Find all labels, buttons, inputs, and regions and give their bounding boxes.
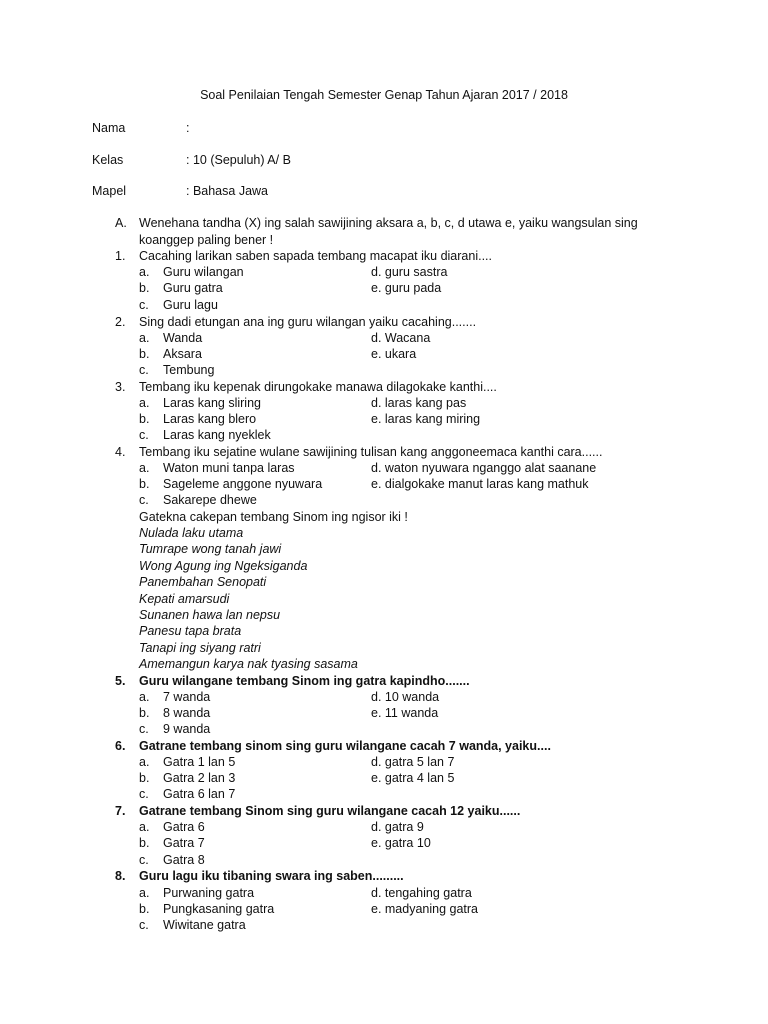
option-text: Gatra 6 lan 7: [163, 787, 236, 801]
option-text: e. madyaning gatra: [371, 902, 479, 916]
page-title: Soal Penilaian Tengah Semester Genap Tahun Ajaran 2017 / 2018: [200, 88, 568, 102]
option-text: Gatra 2 lan 3: [163, 771, 236, 785]
poem-line: Kepati amarsudi: [139, 591, 230, 606]
option-text: d. guru sastra: [371, 265, 448, 279]
field-value: : Bahasa Jawa: [186, 184, 268, 198]
question-text: Cacahing larikan saben sapada tembang macapat iku diarani....: [139, 249, 492, 263]
poem: [139, 525, 358, 673]
option-text: Sakarepe dhewe: [163, 493, 257, 507]
option-text: d. waton nyuwara nganggo alat saanane: [371, 461, 597, 475]
option-letter: b.: [139, 902, 150, 916]
option-letter: a.: [139, 331, 150, 345]
option-text: d. laras kang pas: [371, 396, 467, 410]
question-number: 7.: [115, 804, 126, 818]
option-letter: c.: [139, 853, 149, 867]
option-letter: c.: [139, 493, 149, 507]
question-text: Guru lagu iku tibaning swara ing saben.........: [139, 869, 404, 883]
option-text: d. gatra 9: [371, 820, 424, 834]
question-number: 8.: [115, 869, 126, 883]
option-letter: c.: [139, 428, 149, 442]
poem-intro: Gatekna cakepan tembang Sinom ing ngisor iki !: [139, 510, 408, 524]
option-text: e. gatra 4 lan 5: [371, 771, 455, 785]
field-value: : 10 (Sepuluh) A/ B: [186, 153, 291, 167]
instruction-line-2: koanggep paling bener !: [139, 233, 274, 247]
poem-line: Tumrape wong tanah jawi: [139, 542, 282, 557]
poem-line: Sunanen hawa lan nepsu: [139, 608, 281, 623]
poem-line: Nulada laku utama: [139, 526, 244, 540]
option-text: Laras kang blero: [163, 412, 257, 426]
option-text: Laras kang sliring: [163, 396, 261, 410]
option-text: Wiwitane gatra: [163, 918, 246, 932]
question-text: Gatrane tembang sinom sing guru wilangane cacah 7 wanda, yaiku....: [139, 739, 551, 753]
option-letter: a.: [139, 265, 150, 279]
option-letter: c.: [139, 298, 149, 312]
poem-line: Panembahan Senopati: [139, 575, 267, 590]
option-text: 9 wanda: [163, 722, 211, 736]
option-text: d. Wacana: [371, 331, 431, 345]
option-text: 8 wanda: [163, 706, 211, 720]
question-text: Sing dadi etungan ana ing guru wilangan yaiku cacahing.......: [139, 315, 477, 329]
option-text: Laras kang nyeklek: [163, 428, 271, 442]
option-letter: b.: [139, 281, 150, 295]
field-kelas: [92, 153, 291, 167]
field-label: Nama: [92, 121, 126, 135]
option-text: Tembung: [163, 363, 215, 377]
instruction-marker: A.: [115, 216, 127, 230]
field-label: Kelas: [92, 153, 124, 167]
option-letter: a.: [139, 690, 150, 704]
question-number: 6.: [115, 739, 126, 753]
option-letter: a.: [139, 886, 150, 900]
option-text: Gatra 6: [163, 820, 205, 834]
option-letter: c.: [139, 722, 149, 736]
question-number: 4.: [115, 445, 126, 459]
option-letter: b.: [139, 477, 150, 491]
option-text: Sageleme anggone nyuwara: [163, 477, 323, 491]
option-text: Purwaning gatra: [163, 886, 255, 900]
instruction-line-1: Wenehana tandha (X) ing salah sawijining aksara a, b, c, d utawa e, yaiku wangsulan sing: [139, 216, 638, 230]
poem-line: Panesu tapa brata: [139, 624, 242, 639]
option-letter: c.: [139, 787, 149, 801]
option-text: Guru lagu: [163, 298, 218, 312]
poem-line: Amemangun karya nak tyasing sasama: [139, 657, 358, 672]
option-text: Gatra 7: [163, 836, 205, 850]
option-text: e. laras kang miring: [371, 412, 481, 426]
field-nama: [92, 121, 189, 135]
question-number: 3.: [115, 380, 126, 394]
option-text: e. guru pada: [371, 281, 442, 295]
option-text: Guru wilangan: [163, 265, 244, 279]
option-letter: a.: [139, 755, 150, 769]
option-text: e. gatra 10: [371, 836, 431, 850]
option-text: Gatra 1 lan 5: [163, 755, 236, 769]
question-text: Gatrane tembang Sinom sing guru wilangane cacah 12 yaiku......: [139, 804, 521, 818]
option-letter: b.: [139, 347, 150, 361]
option-text: Wanda: [163, 331, 203, 345]
field-label: Mapel: [92, 184, 127, 198]
poem-line: Tanapi ing siyang ratri: [139, 640, 261, 655]
option-letter: a.: [139, 396, 150, 410]
option-text: Waton muni tanpa laras: [163, 461, 295, 475]
question-text: Tembang iku sejatine wulane sawijining tulisan kang anggoneemaca kanthi cara......: [139, 445, 603, 459]
option-letter: a.: [139, 461, 150, 475]
option-letter: b.: [139, 771, 150, 785]
option-letter: b.: [139, 706, 150, 720]
option-letter: b.: [139, 412, 150, 426]
question-text: Guru wilangane tembang Sinom ing gatra kapindho.......: [139, 674, 470, 688]
poem-line: Wong Agung ing Ngeksiganda: [139, 558, 308, 573]
option-text: Pungkasaning gatra: [163, 902, 275, 916]
field-mapel: [92, 184, 268, 198]
option-letter: c.: [139, 363, 149, 377]
field-value: :: [186, 121, 190, 135]
question-number: 1.: [115, 249, 126, 263]
option-letter: b.: [139, 836, 150, 850]
question-number: 5.: [115, 674, 126, 688]
option-text: e. 11 wanda: [371, 706, 439, 720]
option-letter: a.: [139, 820, 150, 834]
option-text: 7 wanda: [163, 690, 211, 704]
option-text: Gatra 8: [163, 853, 205, 867]
question-number: 2.: [115, 315, 126, 329]
option-letter: c.: [139, 918, 149, 932]
question-text: Tembang iku kepenak dirungokake manawa dilagokake kanthi....: [139, 380, 497, 394]
option-text: d. gatra 5 lan 7: [371, 755, 455, 769]
option-text: d. 10 wanda: [371, 690, 440, 704]
option-text: e. dialgokake manut laras kang mathuk: [371, 477, 589, 491]
option-text: Guru gatra: [163, 281, 223, 295]
option-text: d. tengahing gatra: [371, 886, 472, 900]
option-text: e. ukara: [371, 347, 417, 361]
option-text: Aksara: [163, 347, 202, 361]
